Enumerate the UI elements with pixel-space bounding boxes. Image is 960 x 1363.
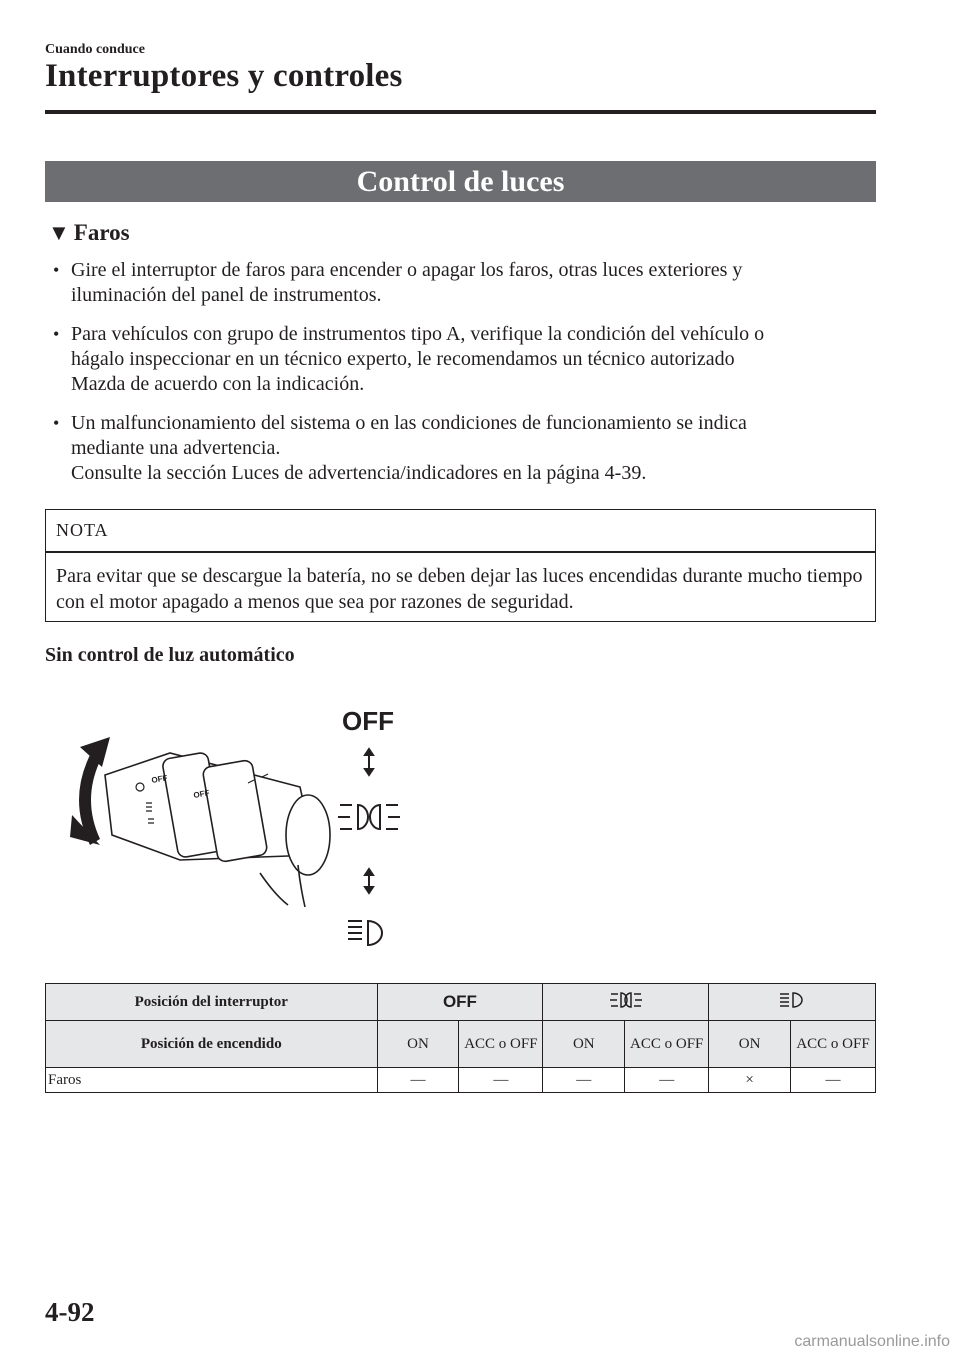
table-cell: ON: [543, 1021, 625, 1068]
table-row: [46, 984, 876, 1021]
header-rule: [45, 110, 876, 114]
table-cell: ON: [709, 1021, 791, 1068]
off-position-cell: OFF: [377, 984, 543, 1021]
note-title: NOTA: [56, 520, 109, 540]
page-number: 4-92: [45, 1297, 95, 1327]
up-down-arrow-icon: [365, 869, 373, 893]
table-cell: —: [791, 1068, 876, 1093]
bullet-item: [45, 322, 865, 397]
note-body: Para evitar que se descargue la batería, no se deben dejar las luces encendidas durante mucho tiempo con el motor apagado a menos que sea por razones de seguridad.: [56, 565, 863, 613]
chapter-title: Interruptores y controles: [45, 58, 403, 94]
bullet-line: Gire el interruptor de faros para encender o apagar los faros, otras luces exteriores y: [71, 259, 743, 281]
note-box: [45, 509, 876, 622]
table-cell: ACC o OFF: [625, 1021, 709, 1068]
table-row: [46, 1068, 876, 1093]
bullet-dot-icon: •: [53, 413, 60, 433]
table-cell: ×: [709, 1068, 791, 1093]
parking-light-icon: [338, 805, 400, 829]
table-cell: —: [543, 1068, 625, 1093]
banner-title: Control de luces: [45, 161, 876, 202]
table-cell: ON: [377, 1021, 459, 1068]
switch-position-table: [45, 983, 876, 1093]
table-cell: ACC o OFF: [791, 1021, 876, 1068]
section-label: Cuando conduce: [45, 42, 145, 57]
switch-stalk: [105, 752, 330, 907]
stalk-off-label: OFF: [192, 788, 211, 800]
headlight-icon: [348, 921, 382, 945]
note-divider: [46, 551, 875, 553]
bullet-dot-icon: •: [53, 260, 60, 280]
parking-light-icon: [543, 984, 709, 1021]
rotation-arrow-icon: [70, 737, 110, 845]
bullet-item: [45, 411, 865, 486]
section-heading: [48, 220, 130, 246]
watermark: carmanualsonline.info: [794, 1333, 950, 1350]
headlight-switch-diagram: [60, 695, 420, 960]
bullet-list: [45, 258, 865, 500]
table-cell: ACC o OFF: [459, 1021, 543, 1068]
bullet-line: Consulte la sección Luces de advertencia/indicadores en la página 4-39.: [71, 462, 647, 484]
off-position-label: OFF: [342, 706, 394, 736]
bullet-line: iluminación del panel de instrumentos.: [71, 284, 382, 306]
table-cell: —: [459, 1068, 543, 1093]
up-down-arrow-icon: [365, 749, 373, 775]
table-row: [46, 1021, 876, 1068]
headlight-icon: [709, 984, 876, 1021]
subheading: Sin control de luz automático: [45, 644, 295, 666]
stalk-off-label: OFF: [150, 773, 169, 785]
table-header-label: Posición de encendido: [46, 1021, 378, 1068]
bullet-line: Para vehículos con grupo de instrumentos tipo A, verifique la condición del vehículo o: [71, 323, 765, 345]
bullet-item: [45, 258, 865, 308]
bullet-line: hágalo inspeccionar en un técnico experto, le recomendamos un técnico autorizado: [71, 348, 735, 370]
bullet-line: Un malfuncionamiento del sistema o en las condiciones de funcionamiento se indica: [71, 412, 747, 434]
table-cell: —: [377, 1068, 459, 1093]
bullet-line: Mazda de acuerdo con la indicación.: [71, 373, 365, 395]
triangle-marker-icon: ▼: [48, 220, 70, 245]
bullet-line: mediante una advertencia.: [71, 437, 281, 459]
table-row-label: Faros: [46, 1068, 378, 1093]
bullet-dot-icon: •: [53, 324, 60, 344]
table-header-label: Posición del interruptor: [46, 984, 378, 1021]
heading-text: Faros: [73, 220, 130, 245]
table-cell: —: [625, 1068, 709, 1093]
